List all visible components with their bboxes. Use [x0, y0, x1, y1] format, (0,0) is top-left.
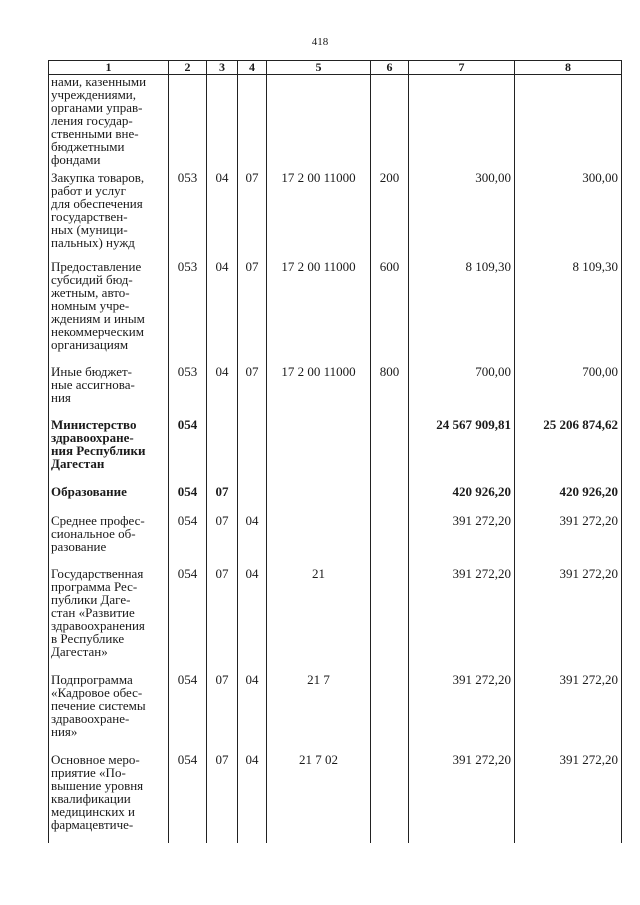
target-article-cell: 21 7	[267, 673, 371, 753]
row-name-line: бюджетными	[51, 139, 125, 154]
amount-year1-cell: 8 109,30	[409, 260, 515, 365]
publisher-code-cell: 054	[169, 514, 207, 567]
expense-type-cell	[371, 673, 409, 753]
row-name-line: программа Рес-	[51, 578, 138, 594]
table-row	[49, 75, 622, 171]
expense-type-cell	[371, 567, 409, 673]
publisher-code-cell: 054	[169, 485, 207, 514]
row-name-line: вышение уровня	[51, 777, 144, 793]
publisher-code-cell: 053	[169, 365, 207, 418]
page-number: 418	[311, 36, 329, 48]
row-name-line: стан «Развитие	[51, 604, 135, 620]
header-cell-8: 8	[515, 61, 622, 75]
amount-year2-cell: 700,00	[515, 365, 622, 418]
table-row	[49, 514, 622, 567]
row-name-line: здравоохране-	[51, 429, 134, 445]
row-name-line: квалификации	[51, 790, 131, 806]
row-name-line: сиональное об-	[51, 525, 136, 541]
row-name-line: органами управ-	[51, 100, 143, 115]
row-name-line: Государственная	[51, 566, 144, 581]
target-article-cell	[267, 418, 371, 485]
row-name-line: субсидий бюд-	[51, 271, 133, 287]
row-name-line: нами, казенными	[51, 74, 147, 89]
target-article-cell: 17 2 00 11000	[267, 260, 371, 365]
subsection-cell	[238, 485, 267, 514]
amount-year1-cell: 24 567 909,81	[409, 418, 515, 485]
expense-type-cell: 200	[371, 171, 409, 260]
subsection-cell: 04	[238, 514, 267, 567]
budget-table	[48, 60, 622, 843]
row-name-line: в Республике	[51, 630, 125, 646]
row-name-line: разование	[51, 538, 107, 554]
target-article-cell: 21 7 02	[267, 753, 371, 843]
amount-year1-cell: 391 272,20	[409, 673, 515, 753]
publisher-code-cell: 053	[169, 171, 207, 260]
row-name-line: Дагестан»	[51, 643, 108, 659]
row-name-cell	[49, 75, 169, 171]
amount-year1-cell: 391 272,20	[409, 567, 515, 673]
row-name-cell	[49, 567, 169, 673]
publisher-code-cell: 054	[169, 418, 207, 485]
amount-year2-cell: 8 109,30	[515, 260, 622, 365]
row-name-line: Образование	[51, 484, 127, 499]
target-article-cell	[267, 514, 371, 567]
publisher-code-cell	[169, 75, 207, 171]
amount-year1-cell: 391 272,20	[409, 753, 515, 843]
row-name-line: ния Республики	[51, 442, 146, 458]
row-name-line: фармацевтиче-	[51, 816, 134, 832]
row-name-line: здравоохранения	[51, 617, 145, 633]
table-body	[49, 75, 622, 843]
row-name-cell	[49, 260, 169, 365]
amount-year1-cell: 700,00	[409, 365, 515, 418]
row-name-cell	[49, 171, 169, 260]
table-row	[49, 673, 622, 753]
row-name-line: номным учре-	[51, 297, 130, 313]
subsection-cell: 07	[238, 260, 267, 365]
section-cell: 07	[207, 673, 238, 753]
row-name-line: пальных) нужд	[51, 234, 135, 250]
subsection-cell	[238, 75, 267, 171]
expense-type-cell	[371, 514, 409, 567]
header-cell-6: 6	[371, 61, 409, 75]
row-name-line: фондами	[51, 152, 101, 167]
section-cell	[207, 418, 238, 485]
amount-year1-cell	[409, 75, 515, 171]
row-name-line: «Кадровое обес-	[51, 684, 143, 700]
row-name-line: государствен-	[51, 208, 128, 224]
expense-type-cell	[371, 753, 409, 843]
subsection-cell: 04	[238, 753, 267, 843]
row-name-line: медицинских и	[51, 803, 136, 819]
row-name-cell	[49, 485, 169, 514]
row-name-line: учреждениями,	[51, 87, 137, 102]
header-cell-7: 7	[409, 61, 515, 75]
amount-year2-cell: 391 272,20	[515, 567, 622, 673]
subsection-cell: 07	[238, 171, 267, 260]
amount-year2-cell: 25 206 874,62	[515, 418, 622, 485]
row-name-line: Министерство	[51, 417, 137, 432]
table-row	[49, 567, 622, 673]
table-row	[49, 485, 622, 514]
row-name-line: Основное меро-	[51, 752, 140, 767]
expense-type-cell	[371, 418, 409, 485]
row-name-line: ния	[51, 389, 71, 405]
row-name-line: для обеспечения	[51, 195, 143, 211]
row-name-line: некоммерческим	[51, 323, 144, 339]
header-cell-4: 4	[238, 61, 267, 75]
row-name-line: здравоохране-	[51, 710, 130, 726]
row-name-line: публики Даге-	[51, 591, 131, 607]
subsection-cell: 04	[238, 673, 267, 753]
publisher-code-cell: 054	[169, 753, 207, 843]
row-name-line: работ и услуг	[51, 182, 126, 198]
section-cell: 04	[207, 260, 238, 365]
target-article-cell: 17 2 00 11000	[267, 365, 371, 418]
amount-year1-cell: 420 926,20	[409, 485, 515, 514]
subsection-cell: 07	[238, 365, 267, 418]
section-cell: 04	[207, 365, 238, 418]
section-cell: 07	[207, 514, 238, 567]
row-name-line: Подпрограмма	[51, 672, 133, 687]
target-article-cell	[267, 485, 371, 514]
row-name-line: ния»	[51, 723, 78, 739]
table-row	[49, 753, 622, 843]
header-cell-3: 3	[207, 61, 238, 75]
expense-type-cell: 600	[371, 260, 409, 365]
amount-year2-cell: 300,00	[515, 171, 622, 260]
row-name-cell	[49, 418, 169, 485]
amount-year2-cell: 420 926,20	[515, 485, 622, 514]
section-cell: 07	[207, 567, 238, 673]
row-name-line: печение системы	[51, 697, 146, 713]
row-name-line: Предоставление	[51, 259, 142, 274]
row-name-line: ственными вне-	[51, 126, 139, 141]
row-name-line: ных (муници-	[51, 221, 128, 237]
table-row	[49, 365, 622, 418]
row-name-cell	[49, 514, 169, 567]
row-name-line: Дагестан	[51, 455, 105, 471]
row-name-cell	[49, 673, 169, 753]
header-row	[49, 61, 622, 75]
header-cell-2: 2	[169, 61, 207, 75]
row-name-line: ждениям и иным	[51, 310, 145, 326]
target-article-cell: 17 2 00 11000	[267, 171, 371, 260]
table-row	[49, 418, 622, 485]
amount-year2-cell: 391 272,20	[515, 753, 622, 843]
row-name-line: ления государ-	[51, 113, 133, 128]
table-row	[49, 171, 622, 260]
table-row	[49, 260, 622, 365]
expense-type-cell	[371, 485, 409, 514]
subsection-cell: 04	[238, 567, 267, 673]
subsection-cell	[238, 418, 267, 485]
amount-year1-cell: 391 272,20	[409, 514, 515, 567]
section-cell: 07	[207, 485, 238, 514]
target-article-cell: 21	[267, 567, 371, 673]
amount-year2-cell: 391 272,20	[515, 514, 622, 567]
target-article-cell	[267, 75, 371, 171]
section-cell	[207, 75, 238, 171]
publisher-code-cell: 054	[169, 673, 207, 753]
row-name-line: организациям	[51, 336, 129, 352]
section-cell: 04	[207, 171, 238, 260]
expense-type-cell: 800	[371, 365, 409, 418]
publisher-code-cell: 053	[169, 260, 207, 365]
publisher-code-cell: 054	[169, 567, 207, 673]
row-name-line: приятие «По-	[51, 764, 126, 780]
row-name-line: Иные бюджет-	[51, 364, 132, 379]
row-name-line: Среднее профес-	[51, 513, 145, 528]
expense-type-cell	[371, 75, 409, 171]
row-name-cell	[49, 365, 169, 418]
row-name-line: жетным, авто-	[51, 284, 130, 300]
amount-year1-cell: 300,00	[409, 171, 515, 260]
row-name-line: ные ассигнова-	[51, 376, 135, 392]
header-cell-5: 5	[267, 61, 371, 75]
row-name-line: Закупка товаров,	[51, 170, 145, 185]
section-cell: 07	[207, 753, 238, 843]
amount-year2-cell: 391 272,20	[515, 673, 622, 753]
header-cell-1: 1	[49, 61, 169, 75]
amount-year2-cell	[515, 75, 622, 171]
row-name-cell	[49, 753, 169, 843]
